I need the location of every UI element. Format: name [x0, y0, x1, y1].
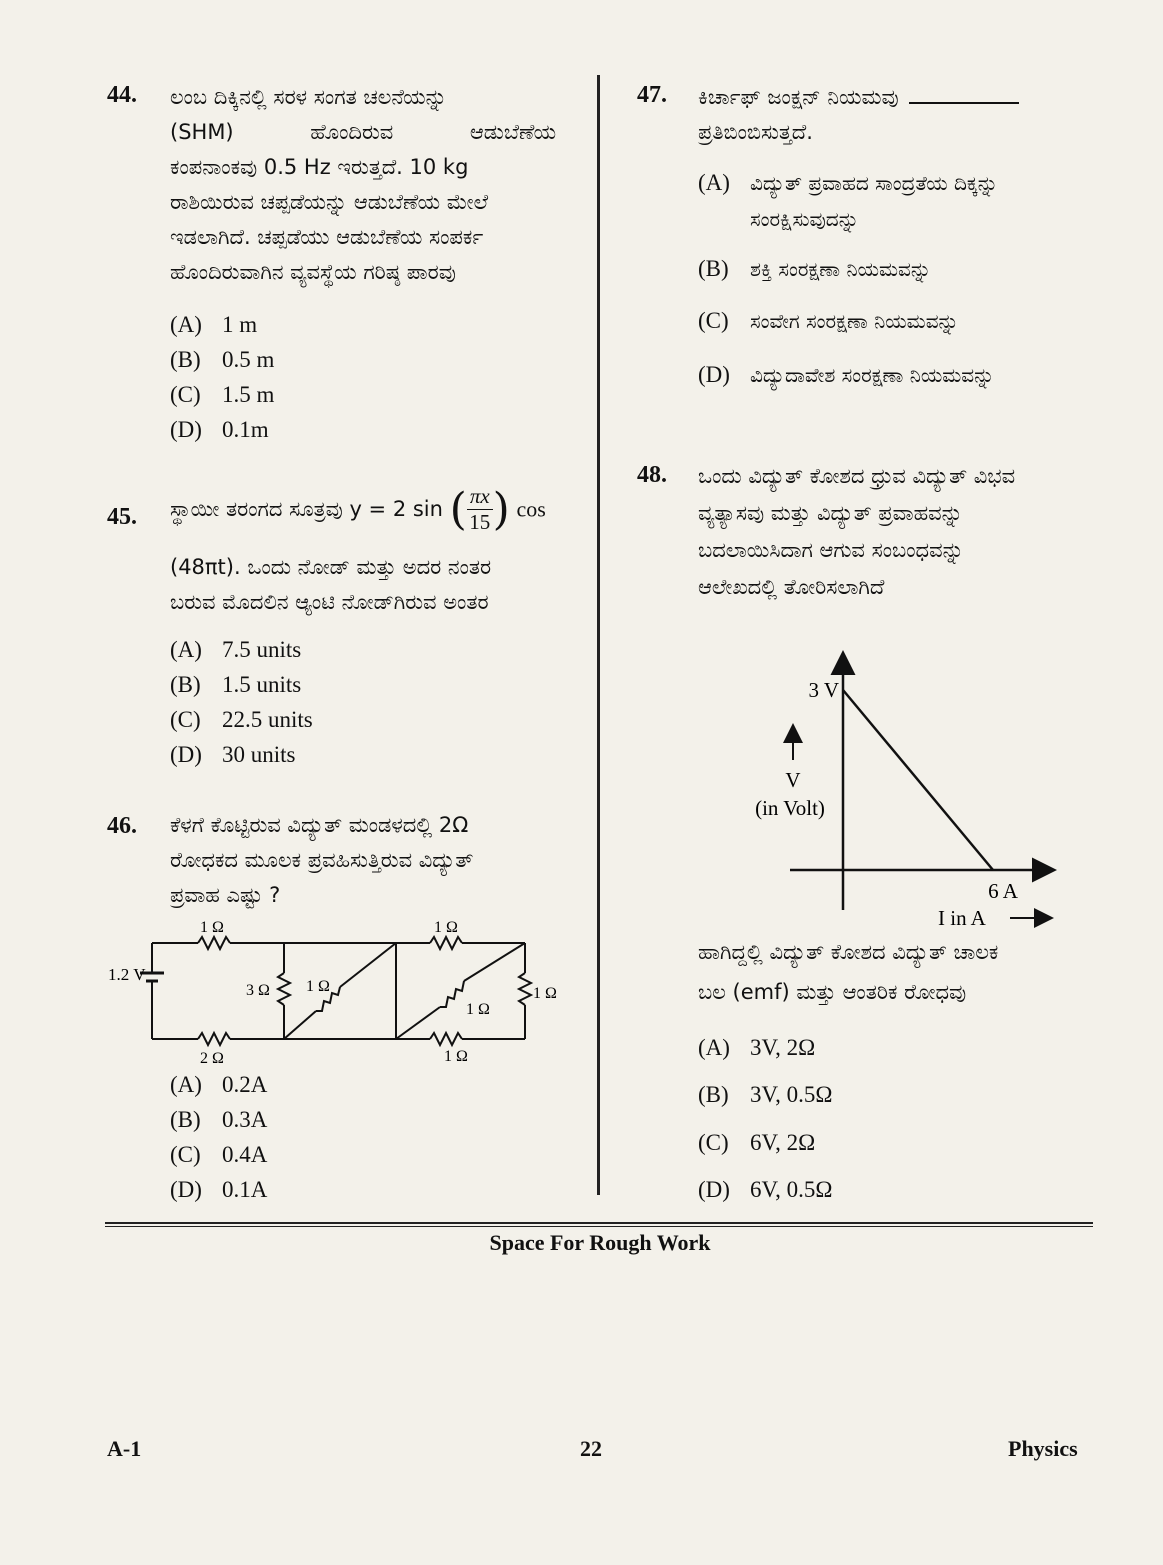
option-text: 3V, 0.5Ω — [750, 1082, 833, 1107]
option-label: (B) — [698, 1082, 729, 1107]
text-line — [698, 80, 1098, 115]
option-text: 0.3A — [222, 1107, 268, 1132]
option-a-continued — [750, 206, 859, 232]
option-text: 1 m — [222, 312, 258, 337]
resistor-label: 3 Ω — [246, 982, 270, 999]
question-number: 47. — [637, 82, 667, 108]
text-prefix: ಸ್ಥಾಯೀ ತರಂಗದ ಸೂತ್ರವು y = 2 sin — [170, 497, 443, 521]
question-number: 48. — [637, 462, 667, 488]
option-label: (B) — [698, 256, 729, 281]
resistor-label: 1 Ω — [306, 978, 330, 995]
resistor-label: 1 Ω — [466, 1001, 490, 1018]
text-line: ಆಲೇಖದಲ್ಲಿ ತೋರಿಸಲಾಗಿದೆ — [698, 575, 885, 599]
option-text: 1.5 m — [222, 382, 275, 407]
option-c[interactable] — [698, 308, 959, 334]
fraction-paren: ( — [449, 484, 467, 535]
question-text — [170, 80, 570, 290]
resistor-label: 1 Ω — [434, 919, 458, 936]
option-text: 1.5 units — [222, 672, 302, 697]
fraction-paren: ) — [492, 484, 510, 535]
option-b[interactable] — [170, 1107, 267, 1133]
rough-work-rule-top — [105, 1222, 1093, 1224]
option-text: 6V, 2Ω — [750, 1130, 816, 1155]
question-text-continued — [698, 932, 1098, 1012]
xlabel: I in A — [938, 906, 986, 930]
option-label: (C) — [698, 1130, 729, 1155]
option-text: 0.2A — [222, 1072, 268, 1097]
option-d[interactable] — [170, 742, 295, 768]
resistor-label: 1 Ω — [533, 985, 557, 1002]
blank-line — [909, 102, 1019, 104]
option-label: (D) — [698, 362, 730, 387]
option-text: ವಿದ್ಯುದಾವೇಶ ಸಂರಕ್ಷಣಾ ನಿಯಮವನ್ನು — [750, 363, 995, 387]
option-label: (C) — [170, 382, 201, 407]
option-c[interactable] — [698, 1130, 815, 1156]
option-text: 22.5 units — [222, 707, 313, 732]
option-text: 30 units — [222, 742, 296, 767]
option-label: (A) — [170, 312, 202, 337]
option-d[interactable] — [698, 362, 994, 388]
option-label: (C) — [170, 707, 201, 732]
option-b[interactable] — [698, 1082, 833, 1108]
booklet-code: A-1 — [107, 1436, 142, 1461]
text-line: ಕಂಪನಾಂಕವು 0.5 Hz ಇರುತ್ತದೆ. 10 kg — [170, 155, 469, 179]
circuit-diagram — [100, 915, 580, 1065]
option-label: (D) — [170, 1177, 202, 1202]
option-text: ವಿದ್ಯುತ್ ಪ್ರವಾಹದ ಸಾಂದ್ರತೆಯ ದಿಕ್ಕನ್ನು — [750, 171, 998, 195]
text-line: ಕೆಳಗೆ ಕೊಟ್ಟಿರುವ ವಿದ್ಯುತ್ ಮಂಡಳದಲ್ಲಿ 2Ω — [170, 813, 469, 837]
ylabel-unit: (in Volt) — [755, 796, 825, 820]
option-label: (A) — [170, 1072, 202, 1097]
option-text: 0.1m — [222, 417, 269, 442]
question-number: 44. — [107, 82, 137, 108]
question-text — [170, 808, 570, 913]
option-text: 7.5 units — [222, 637, 302, 662]
option-label: (B) — [170, 1107, 201, 1132]
x-intercept-label: 6 A — [988, 879, 1018, 903]
question-text — [170, 550, 570, 620]
resistor-label: 2 Ω — [200, 1050, 224, 1065]
option-b[interactable] — [170, 672, 301, 698]
option-b[interactable] — [698, 256, 931, 282]
text-line: ಲಂಬ ದಿಕ್ಕಿನಲ್ಲಿ ಸರಳ ಸಂಗತ ಚಲನೆಯನ್ನು — [170, 85, 447, 109]
text-line: ಬದಲಾಯಿಸಿದಾಗ ಆಗುವ ಸಂಬಂಧವನ್ನು — [698, 538, 964, 562]
rough-work-rule-thin — [105, 1226, 1093, 1227]
option-label: (C) — [170, 1142, 201, 1167]
option-label: (C) — [698, 308, 729, 333]
text-line: ಹೊಂದಿರುವಾಗಿನ ವ್ಯವಸ್ಥೆಯ ಗರಿಷ್ಠ ಪಾರವು — [170, 260, 456, 284]
option-text: 6V, 0.5Ω — [750, 1177, 833, 1202]
option-c[interactable] — [170, 707, 313, 733]
vi-graph — [740, 645, 1070, 935]
option-text: ಶಕ್ತಿ ಸಂರಕ್ಷಣಾ ನಿಯಮವನ್ನು — [750, 257, 932, 281]
option-a[interactable] — [170, 637, 301, 663]
text-suffix: cos — [516, 496, 546, 522]
battery-label: 1.2 V — [108, 965, 146, 984]
text-line: ಒಂದು ವಿದ್ಯುತ್ ಕೋಶದ ಧ್ರುವ ವಿದ್ಯುತ್ ವಿಭವ — [698, 464, 1016, 488]
option-text: 0.1A — [222, 1177, 268, 1202]
fraction-numerator: πx — [467, 484, 493, 510]
column-divider — [597, 75, 600, 1195]
text-line: ಬರುವ ಮೊದಲಿನ ಆ್ಯಂಟಿ ನೋಡ್‌ಗಿರುವ ಅಂತರ — [170, 590, 489, 614]
text-line: ಹಾಗಿದ್ದಲ್ಲಿ ವಿದ್ಯುತ್ ಕೋಶದ ವಿದ್ಯುತ್ ಚಾಲಕ — [698, 940, 999, 964]
option-label: (B) — [170, 347, 201, 372]
formula-line — [170, 484, 580, 535]
option-d[interactable] — [170, 417, 269, 443]
option-c[interactable] — [170, 382, 274, 408]
option-text: 0.4A — [222, 1142, 268, 1167]
option-label: (D) — [170, 742, 202, 767]
option-text: 0.5 m — [222, 347, 275, 372]
option-text: ಸಂರಕ್ಷಿಸುವುದನ್ನು — [750, 207, 859, 231]
option-label: (A) — [170, 637, 202, 662]
question-number: 45. — [107, 504, 137, 530]
option-label: (D) — [170, 417, 202, 442]
text-line: ಪ್ರತಿಬಿಂಬಿಸುತ್ತದೆ. — [698, 120, 813, 144]
resistor-label: 1 Ω — [444, 1048, 468, 1065]
option-text: 3V, 2Ω — [750, 1035, 816, 1060]
text-line: ಇಡಲಾಗಿದೆ. ಚಪ್ಪಡೆಯು ಆಡುಬೆಣೆಯ ಸಂಪರ್ಕ — [170, 225, 484, 249]
text-line: (48πt). ಒಂದು ನೋಡ್ ಮತ್ತು ಅದರ ನಂತರ — [170, 555, 492, 579]
text-line: ಬಲ (emf) ಮತ್ತು ಆಂತರಿಕ ರೋಧವು — [698, 980, 967, 1004]
text-line: ವ್ಯತ್ಯಾಸವು ಮತ್ತು ವಿದ್ಯುತ್ ಪ್ರವಾಹವನ್ನು — [698, 501, 963, 525]
fraction-denominator: 15 — [469, 510, 491, 534]
page-number: 22 — [580, 1436, 602, 1461]
option-b[interactable] — [170, 347, 274, 373]
question-number: 46. — [107, 813, 137, 839]
option-label: (D) — [698, 1177, 730, 1202]
option-a[interactable] — [698, 170, 998, 196]
question-text — [698, 458, 1098, 606]
text-line: ರಾಶಿಯಿರುವ ಚಪ್ಪಡೆಯನ್ನು ಆಡುಬೆಣೆಯ ಮೇಲೆ — [170, 190, 489, 214]
fraction — [467, 484, 493, 535]
text-line: ಪ್ರವಾಹ ಎಷ್ಟು ? — [170, 883, 281, 907]
question-text — [698, 80, 1098, 150]
option-label: (A) — [698, 1035, 730, 1060]
text-span: ಕಿರ್ಚಾಫ್ ಜಂಕ್ಷನ್ ನಿಯಮವು — [698, 85, 899, 109]
y-intercept-label: 3 V — [808, 678, 839, 702]
text-line: ರೋಧಕದ ಮೂಲಕ ಪ್ರವಹಿಸುತ್ತಿರುವ ವಿದ್ಯುತ್ — [170, 848, 474, 872]
resistor-label: 1 Ω — [200, 919, 224, 936]
option-a[interactable] — [170, 1072, 267, 1098]
option-text: ಸಂವೇಗ ಸಂರಕ್ಷಣಾ ನಿಯಮವನ್ನು — [750, 309, 959, 333]
option-c[interactable] — [170, 1142, 267, 1168]
option-label: (B) — [170, 672, 201, 697]
option-d[interactable] — [170, 1177, 267, 1203]
option-a[interactable] — [170, 312, 257, 338]
option-label: (A) — [698, 170, 730, 195]
text-line: (SHM) ಹೊಂದಿರುವ ಆಡುಬೆಣೆಯ — [170, 120, 557, 144]
option-a[interactable] — [698, 1035, 815, 1061]
option-d[interactable] — [698, 1177, 833, 1203]
vi-data-line — [843, 690, 993, 870]
subject-label: Physics — [1008, 1436, 1078, 1461]
ylabel-v: V — [785, 768, 801, 792]
rough-work-label: Space For Rough Work — [489, 1230, 711, 1255]
